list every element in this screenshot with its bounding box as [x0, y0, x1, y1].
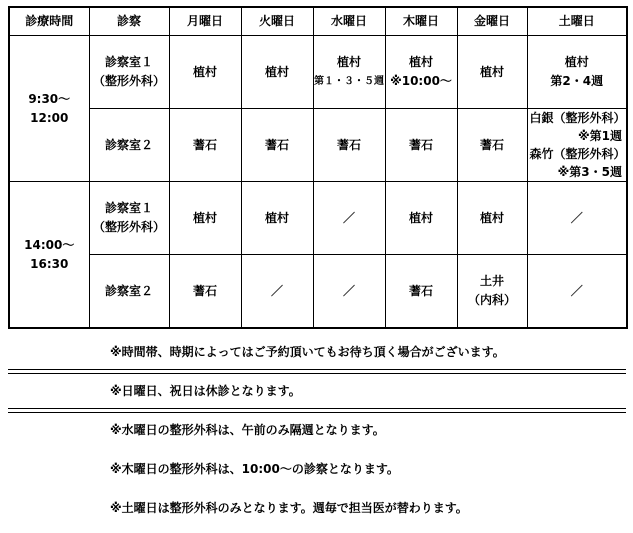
- header-saturday: 土曜日: [527, 7, 627, 36]
- morning-room1-thu: [385, 36, 457, 109]
- afternoon-room2-mon: 蓍石: [169, 255, 241, 329]
- morning-room1-row: [9, 36, 627, 109]
- afternoon-room2-sat: ／: [527, 255, 627, 329]
- afternoon-room1-wed: ／: [313, 182, 385, 255]
- divider-double-2: [8, 408, 626, 413]
- morning-room2-sat: [527, 109, 627, 182]
- note-wednesday: ※水曜日の整形外科は、午前のみ隔週となります。: [110, 423, 385, 437]
- clinic-schedule-table: [8, 6, 628, 329]
- afternoon-room2-fri: 土井 （内科）: [457, 255, 527, 329]
- morning-time: 9:30～12:00: [9, 36, 89, 182]
- morning-room1-mon: 植村: [169, 36, 241, 109]
- morning-room2-mon: 蓍石: [169, 109, 241, 182]
- morning-room1-sat-note: 第2・4週: [550, 74, 604, 88]
- afternoon-room1-row: [9, 182, 627, 255]
- morning-room1-label: 診察室１ （整形外科）: [89, 36, 169, 109]
- morning-room2-sat-line4: ※第3・5週: [557, 165, 622, 179]
- morning-room2-wed: 蓍石: [313, 109, 385, 182]
- afternoon-room2-label: 診察室２: [89, 255, 169, 329]
- divider-double-1: [8, 369, 626, 374]
- note-saturday: ※土曜日は整形外科のみとなります。週毎で担当医が替わります。: [110, 501, 468, 515]
- morning-room1-fri: 植村: [457, 36, 527, 109]
- header-room: 診察: [89, 7, 169, 36]
- header-monday: 月曜日: [169, 7, 241, 36]
- afternoon-room2-thu: 蓍石: [385, 255, 457, 329]
- afternoon-room2-wed: ／: [313, 255, 385, 329]
- morning-room2-label: 診察室２: [89, 109, 169, 182]
- morning-room1-thu-note: ※10:00～: [390, 74, 452, 88]
- morning-room1-sat-name: 植村: [564, 55, 589, 69]
- morning-room1-wed: [313, 36, 385, 109]
- afternoon-room1-sat: ／: [527, 182, 627, 255]
- header-tuesday: 火曜日: [241, 7, 313, 36]
- header-time: 診療時間: [9, 7, 89, 36]
- note-waiting: ※時間帯、時期によってはご予約頂いてもお待ち頂く場合がございます。: [110, 345, 505, 359]
- morning-room1-wed-name: 植村: [336, 55, 361, 69]
- afternoon-room2-tue: ／: [241, 255, 313, 329]
- header-wednesday: 水曜日: [313, 7, 385, 36]
- note-holidays: ※日曜日、祝日は休診となります。: [110, 384, 301, 398]
- header-row: [9, 7, 627, 36]
- morning-room1-thu-name: 植村: [408, 55, 433, 69]
- morning-room2-sat-line1: 白銀（整形外科）: [529, 111, 626, 125]
- header-friday: 金曜日: [457, 7, 527, 36]
- morning-room2-fri: 蓍石: [457, 109, 527, 182]
- header-thursday: 木曜日: [385, 7, 457, 36]
- morning-room2-sat-line3: 森竹（整形外科）: [529, 147, 626, 161]
- afternoon-room1-mon: 植村: [169, 182, 241, 255]
- morning-room2-thu: 蓍石: [385, 109, 457, 182]
- morning-room2-tue: 蓍石: [241, 109, 313, 182]
- morning-room1-sat: [527, 36, 627, 109]
- morning-room2-sat-line2: ※第1週: [577, 129, 622, 143]
- morning-room1-tue: 植村: [241, 36, 313, 109]
- afternoon-room1-tue: 植村: [241, 182, 313, 255]
- morning-room1-wed-note: 第１・３・５週: [314, 76, 384, 87]
- afternoon-room1-label: 診察室１ （整形外科）: [89, 182, 169, 255]
- afternoon-room1-thu: 植村: [385, 182, 457, 255]
- afternoon-room2-row: [9, 255, 627, 329]
- afternoon-time: 14:00～16:30: [9, 182, 89, 329]
- note-thursday: ※木曜日の整形外科は、10:00～の診察となります。: [110, 462, 399, 476]
- morning-room2-row: [9, 109, 627, 182]
- afternoon-room1-fri: 植村: [457, 182, 527, 255]
